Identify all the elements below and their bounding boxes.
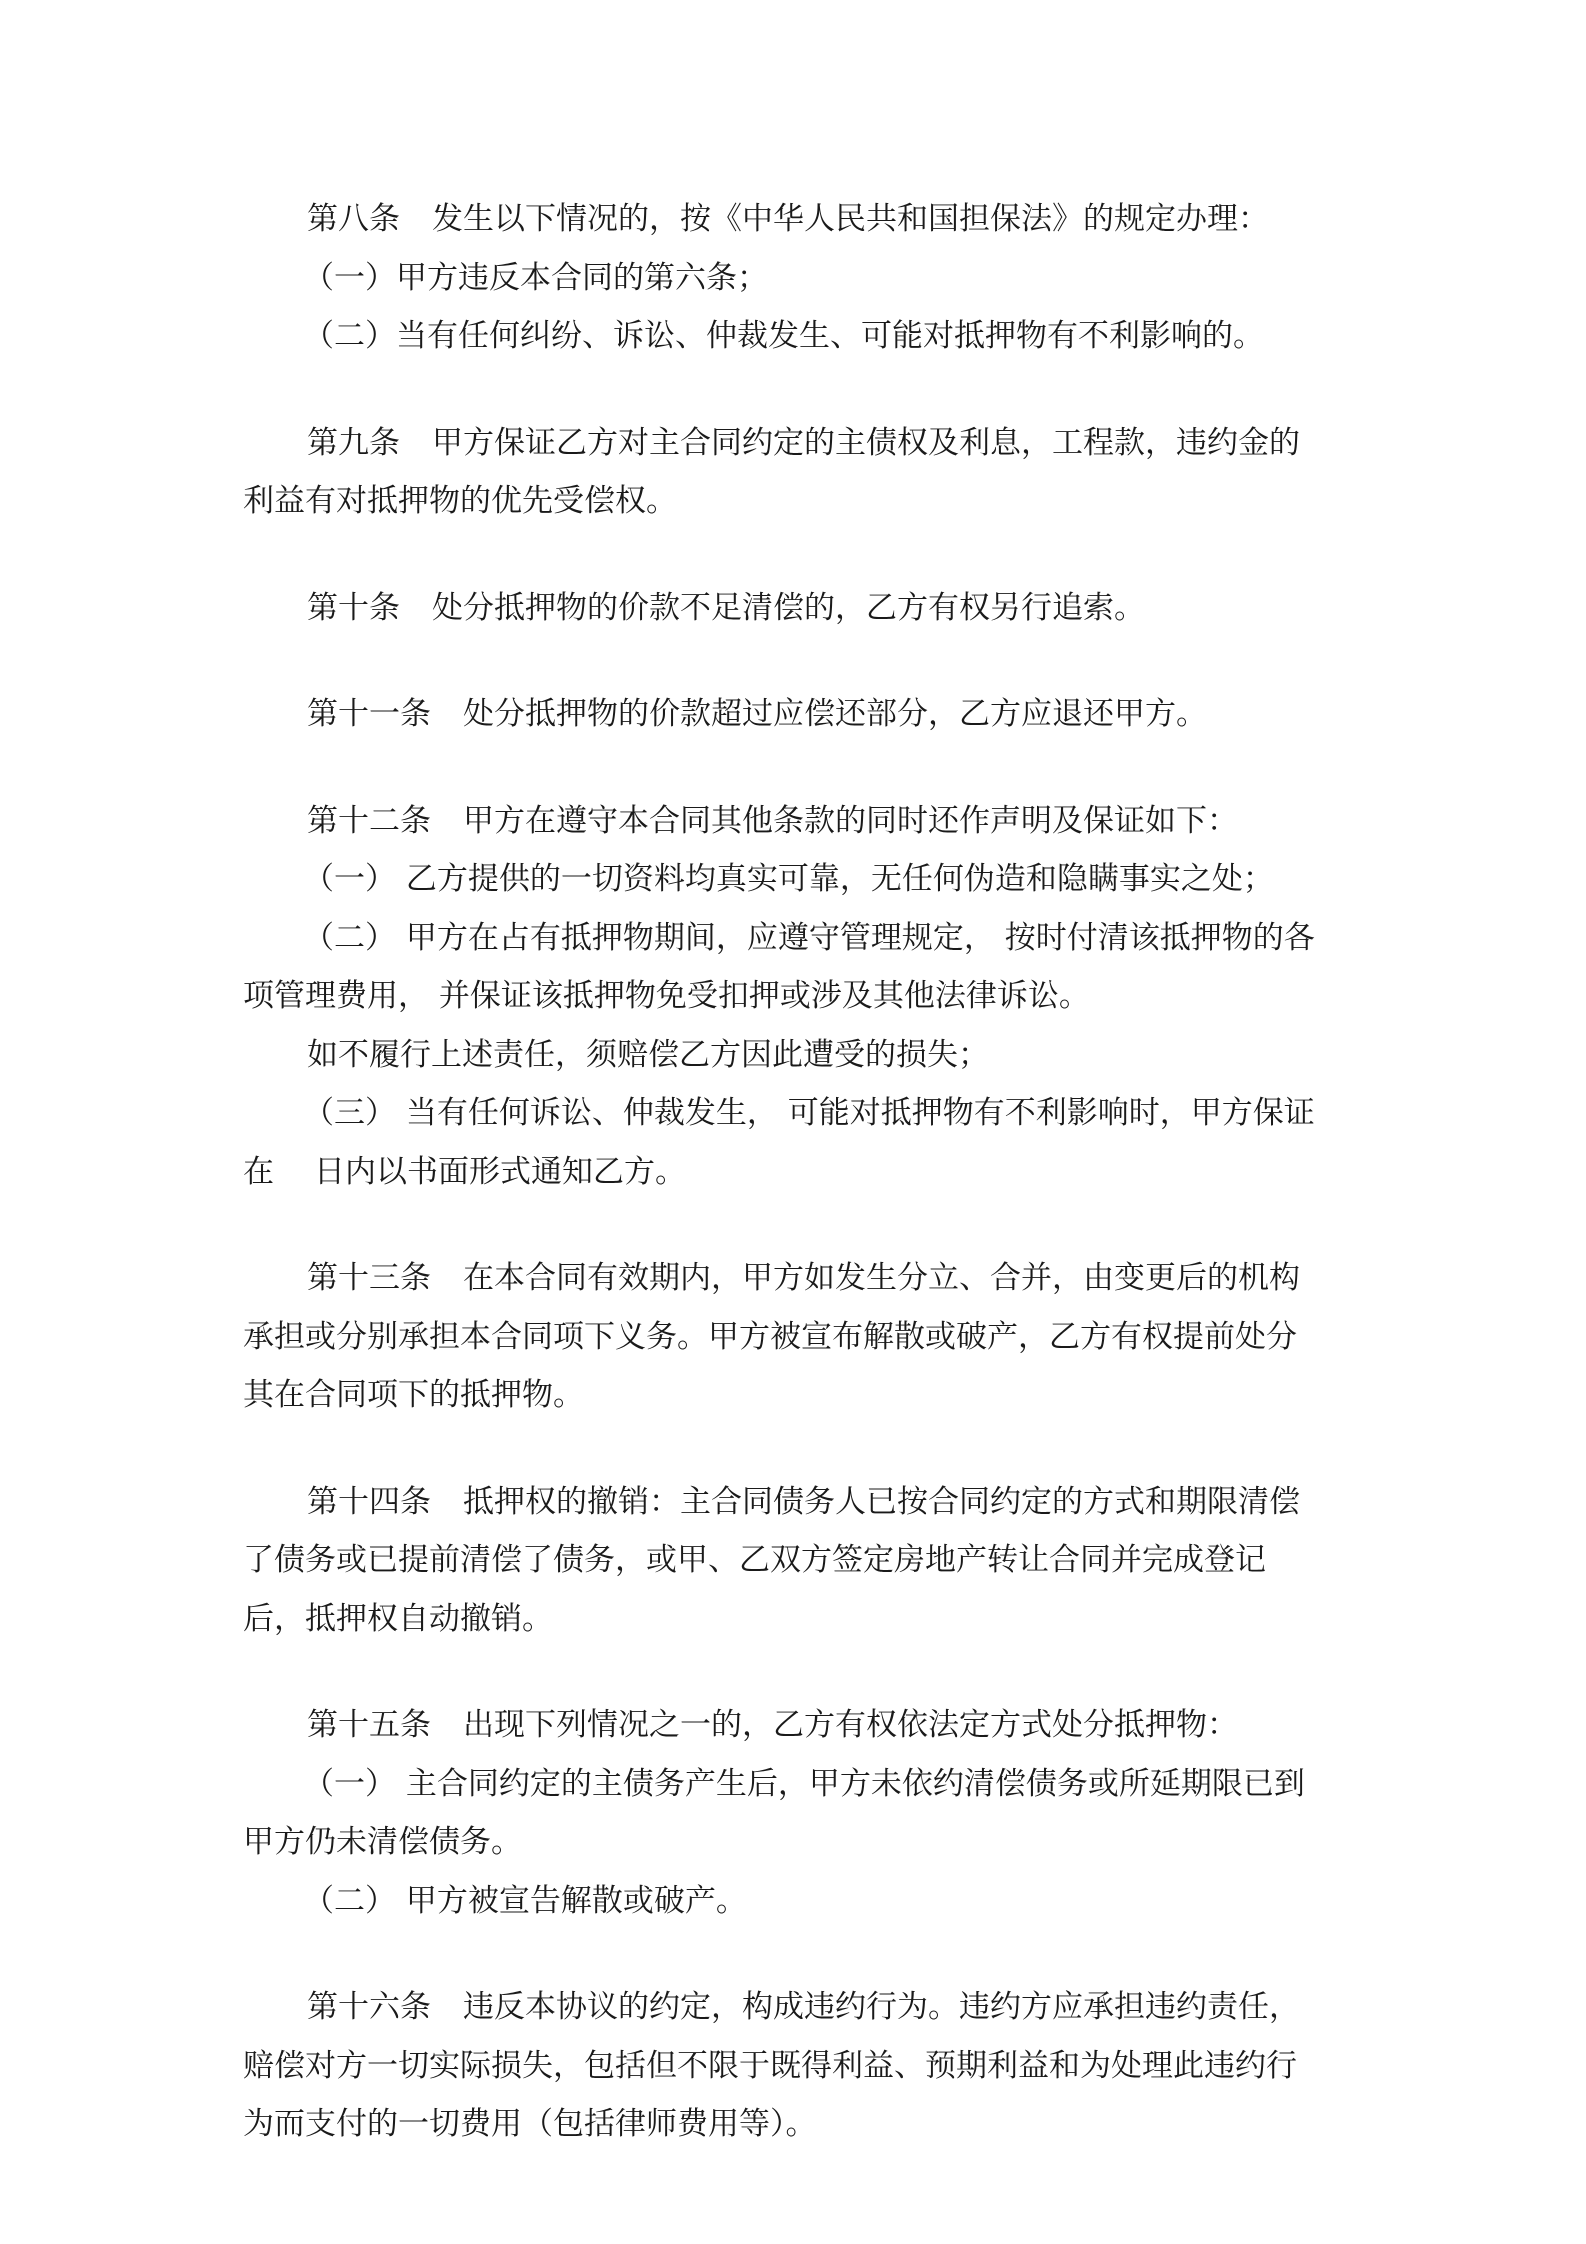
article-12-label: 第十二条	[307, 802, 431, 839]
article-9-text-line-1: 甲方保证乙方对主合同约定的主债权及利息，工程款，违约金的	[432, 424, 1300, 461]
article-9-heading-line	[243, 414, 1363, 473]
article-13-text-line-1: 在本合同有效期内，甲方如发生分立、合并，由变更后的机构	[463, 1260, 1300, 1296]
article-14-text-line-3: 后，抵押权自动撤销。	[243, 1600, 553, 1637]
article-12	[243, 792, 1363, 1202]
article-14-text-line-1: 抵押权的撤销：主合同债务人已按合同约定的方式和期限清偿	[463, 1483, 1300, 1520]
article-8-item-2: （二）当有任何纠纷、诉讼、仲裁发生、可能对抵押物有不利影响的。	[303, 318, 1264, 354]
article-14-label: 第十四条	[307, 1483, 431, 1520]
article-8-heading-line	[243, 190, 1363, 249]
article-16-text-line-3: 为而支付的一切费用（包括律师费用等）。	[243, 2106, 817, 2142]
article-12-item-1: （一） 乙方提供的一切资料均真实可靠，无任何伪造和隐瞒事实之处；	[303, 861, 1274, 897]
article-16-text-line-1: 违反本协议的约定，构成违约行为。违约方应承担违约责任，	[463, 1989, 1300, 2025]
article-15	[243, 1696, 1363, 1930]
article-13-label: 第十三条	[307, 1260, 431, 1296]
article-14-text-line-2: 了债务或已提前清偿了债务，或甲、乙双方签定房地产转让合同并完成登记	[243, 1542, 1266, 1578]
article-13-text-line-2: 承担或分别承担本合同项下义务。甲方被宣布解散或破产，乙方有权提前处分	[243, 1318, 1297, 1355]
article-9	[243, 414, 1363, 531]
article-15-item-2: （二） 甲方被宣告解散或破产。	[303, 1882, 747, 1919]
article-11-label: 第十一条	[307, 696, 431, 732]
article-12-item-3-line-1: （三） 当有任何诉讼、仲裁发生， 可能对抵押物有不利影响时，甲方保证	[303, 1095, 1315, 1131]
contract-body	[243, 190, 1363, 2154]
article-11-heading-line	[243, 685, 1363, 744]
article-12-heading-line	[243, 792, 1363, 851]
article-13-text-line-3: 其在合同项下的抵押物。	[243, 1377, 584, 1413]
article-9-label: 第九条	[307, 424, 400, 461]
article-8	[243, 190, 1363, 366]
article-10-label: 第十条	[307, 589, 400, 626]
article-16-text-line-2: 赔偿对方一切实际损失，包括但不限于既得利益、预期利益和为处理此违约行	[243, 2047, 1297, 2084]
article-11	[243, 685, 1363, 744]
article-14-heading-line	[243, 1473, 1363, 1532]
article-16	[243, 1978, 1363, 2154]
article-12-item-3-prefix: 在	[243, 1153, 274, 1190]
article-12-item-2-line-1: （二） 甲方在占有抵押物期间，应遵守管理规定， 按时付清该抵押物的各	[303, 919, 1315, 956]
article-8-text: 发生以下情况的，按《中华人民共和国担保法》的规定办理：	[432, 201, 1269, 237]
article-12-text: 甲方在遵守本合同其他条款的同时还作声明及保证如下：	[463, 802, 1238, 839]
article-8-label: 第八条	[307, 201, 400, 237]
article-12-item-2-line-2: 项管理费用， 并保证该抵押物免受扣押或涉及其他法律诉讼。	[243, 978, 1090, 1014]
article-15-item-1-line-1: （一） 主合同约定的主债务产生后，甲方未依约清偿债务或所延期限已到	[303, 1765, 1305, 1802]
article-12-item-3-line-2	[243, 1143, 1363, 1202]
article-15-heading-line	[243, 1696, 1363, 1755]
article-12-item-3-suffix: 日内以书面形式通知乙方。	[314, 1153, 686, 1190]
article-15-text: 出现下列情况之一的，乙方有权依法定方式处分抵押物：	[463, 1707, 1238, 1743]
article-16-heading-line	[243, 1978, 1363, 2037]
article-15-item-1-line-2: 甲方仍未清偿债务。	[243, 1824, 522, 1860]
article-11-text: 处分抵押物的价款超过应偿还部分，乙方应退还甲方。	[463, 696, 1207, 732]
article-13-heading-line	[243, 1249, 1363, 1308]
article-10-text: 处分抵押物的价款不足清偿的，乙方有权另行追索。	[432, 589, 1145, 626]
article-14	[243, 1473, 1363, 1649]
article-10	[243, 579, 1363, 638]
article-16-label: 第十六条	[307, 1989, 431, 2025]
article-13	[243, 1249, 1363, 1425]
article-15-label: 第十五条	[307, 1707, 431, 1743]
article-12-item-2-line-3: 如不履行上述责任，须赔偿乙方因此遭受的损失；	[307, 1036, 989, 1073]
article-8-item-1: （一）甲方违反本合同的第六条；	[303, 259, 768, 296]
article-10-heading-line	[243, 579, 1363, 638]
article-9-text-line-2: 利益有对抵押物的优先受偿权。	[243, 483, 677, 519]
